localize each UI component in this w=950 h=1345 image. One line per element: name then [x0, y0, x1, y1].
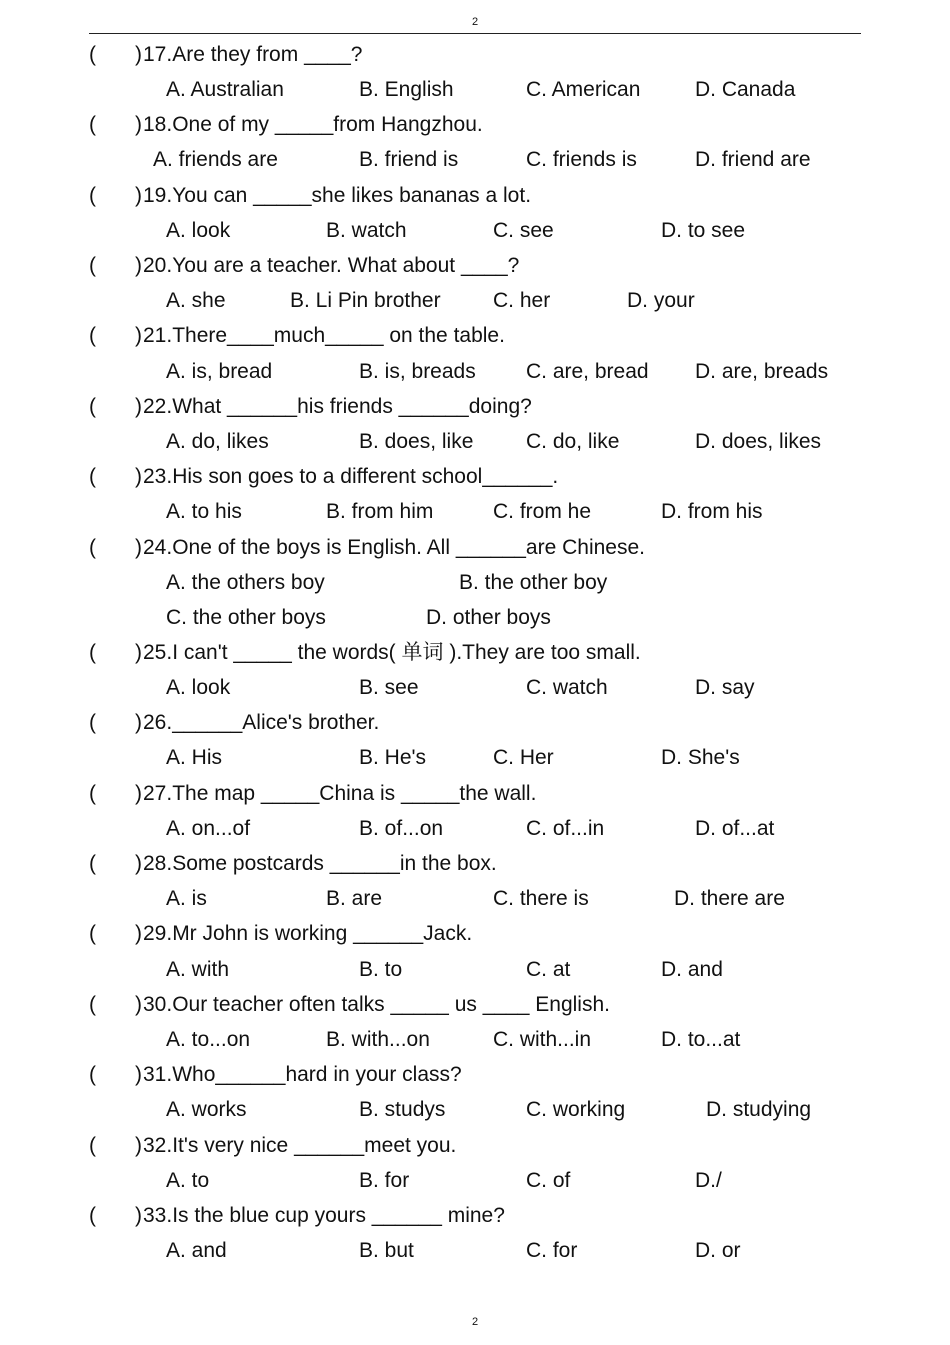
option-d: D. Canada: [695, 78, 796, 101]
options-26: [0, 745, 950, 771]
option-a: A. look: [166, 219, 231, 242]
options-20: [0, 288, 950, 314]
option-a: A. is: [166, 887, 207, 910]
option-b: B. studys: [359, 1098, 446, 1121]
question-21: [0, 323, 950, 349]
question-text: 26.______Alice's brother.: [143, 711, 380, 734]
option-a: A. to his: [166, 500, 242, 523]
options-27: [0, 816, 950, 842]
option-d: D. your: [627, 289, 695, 312]
question-20: [0, 253, 950, 279]
option-c: C. working: [526, 1098, 626, 1121]
options-32: [0, 1168, 950, 1194]
question-22: [0, 394, 950, 420]
answer-paren-close: ): [135, 1063, 142, 1086]
question-19: [0, 183, 950, 209]
option-c: C. do, like: [526, 430, 620, 453]
question-text: 32.It's very nice ______meet you.: [143, 1134, 457, 1157]
option-d: D. say: [695, 676, 755, 699]
answer-paren-close: ): [135, 922, 142, 945]
answer-paren-open: (: [89, 184, 96, 207]
question-24: [0, 535, 950, 561]
question-text: 27.The map _____China is _____the wall.: [143, 782, 537, 805]
options-23: [0, 499, 950, 525]
option-b: B. watch: [326, 219, 407, 242]
answer-paren-open: (: [89, 993, 96, 1016]
option-c: C. with...in: [493, 1028, 592, 1051]
option-c: C. watch: [526, 676, 608, 699]
option-c: C. the other boys: [166, 606, 326, 629]
options-19: [0, 218, 950, 244]
option-d: D. there are: [674, 887, 785, 910]
answer-paren-close: ): [135, 1204, 142, 1227]
answer-paren-open: (: [89, 852, 96, 875]
question-17: [0, 42, 950, 68]
answer-paren-open: (: [89, 465, 96, 488]
option-c: C. friends is: [526, 148, 637, 171]
question-text: 33.Is the blue cup yours ______ mine?: [143, 1204, 505, 1227]
option-c: C. see: [493, 219, 554, 242]
question-32: [0, 1133, 950, 1159]
answer-paren-open: (: [89, 395, 96, 418]
option-c: C. from he: [493, 500, 592, 523]
answer-paren-close: ): [135, 852, 142, 875]
question-31: [0, 1062, 950, 1088]
option-d: D. other boys: [426, 606, 551, 629]
question-30: [0, 992, 950, 1018]
option-a: A. friends are: [153, 148, 278, 171]
answer-paren-close: ): [135, 324, 142, 347]
answer-paren-close: ): [135, 1134, 142, 1157]
option-d: D. studying: [706, 1098, 812, 1121]
options-24-row-1: [0, 570, 950, 596]
option-b: B. He's: [359, 746, 427, 769]
option-a: A. with: [166, 958, 230, 981]
answer-paren-open: (: [89, 641, 96, 664]
option-a: A. she: [166, 289, 226, 312]
answer-paren-open: (: [89, 43, 96, 66]
option-c: C. her: [493, 289, 551, 312]
option-c: C. Her: [493, 746, 554, 769]
options-25: [0, 675, 950, 701]
answer-paren-open: (: [89, 1204, 96, 1227]
option-b: B. see: [359, 676, 419, 699]
answer-paren-close: ): [135, 113, 142, 136]
answer-paren-close: ): [135, 536, 142, 559]
header-page-number: 2: [471, 16, 479, 28]
answer-paren-close: ): [135, 641, 142, 664]
option-a: A. is, bread: [166, 360, 273, 383]
option-b: B. does, like: [359, 430, 474, 453]
option-d: D. to...at: [661, 1028, 741, 1051]
option-a: A. Australian: [166, 78, 284, 101]
option-d: D. to see: [661, 219, 746, 242]
answer-paren-close: ): [135, 184, 142, 207]
option-c: C. of...in: [526, 817, 605, 840]
option-c: C. American: [526, 78, 641, 101]
option-a: A. to: [166, 1169, 210, 1192]
option-a: A. to...on: [166, 1028, 251, 1051]
option-b: B. from him: [326, 500, 434, 523]
question-26: [0, 710, 950, 736]
answer-paren-open: (: [89, 324, 96, 347]
question-text: 25.I can't _____ the words( 单词 ).They are too small.: [143, 641, 641, 664]
question-text: 31.Who______hard in your class?: [143, 1063, 462, 1086]
answer-paren-open: (: [89, 782, 96, 805]
option-a: A. look: [166, 676, 231, 699]
options-22: [0, 429, 950, 455]
option-a: A. His: [166, 746, 223, 769]
option-c: C. are, bread: [526, 360, 649, 383]
header-rule: [89, 33, 861, 34]
option-a: A. on...of: [166, 817, 251, 840]
question-text: 22.What ______his friends ______doing?: [143, 395, 532, 418]
answer-paren-close: ): [135, 395, 142, 418]
option-b: B. are: [326, 887, 383, 910]
option-a: A. works: [166, 1098, 247, 1121]
question-text: 28.Some postcards ______in the box.: [143, 852, 497, 875]
option-d: D. and: [661, 958, 723, 981]
question-text: 30.Our teacher often talks _____ us ____ English.: [143, 993, 610, 1016]
footer-page-number: 2: [471, 1316, 479, 1328]
answer-paren-open: (: [89, 1134, 96, 1157]
answer-paren-open: (: [89, 254, 96, 277]
option-b: B. is, breads: [359, 360, 476, 383]
option-d: D. She's: [661, 746, 740, 769]
question-18: [0, 112, 950, 138]
option-b: B. but: [359, 1239, 414, 1262]
answer-paren-open: (: [89, 536, 96, 559]
option-c: C. there is: [493, 887, 589, 910]
option-b: B. friend is: [359, 148, 459, 171]
question-text: 24.One of the boys is English. All ______are Chinese.: [143, 536, 645, 559]
option-b: B. with...on: [326, 1028, 430, 1051]
answer-paren-close: ): [135, 43, 142, 66]
question-29: [0, 921, 950, 947]
question-25: [0, 640, 950, 666]
option-d: D. does, likes: [695, 430, 822, 453]
option-b: B. Li Pin brother: [290, 289, 441, 312]
option-c: C. for: [526, 1239, 578, 1262]
options-24-row-2: [0, 605, 950, 631]
option-d: D. friend are: [695, 148, 811, 171]
options-33: [0, 1238, 950, 1264]
answer-paren-close: ): [135, 711, 142, 734]
question-text: 19.You can _____she likes bananas a lot.: [143, 184, 532, 207]
question-text: 23.His son goes to a different school______.: [143, 465, 559, 488]
answer-paren-open: (: [89, 113, 96, 136]
question-text: 17.Are they from ____?: [143, 43, 363, 66]
question-23: [0, 464, 950, 490]
option-c: C. of: [526, 1169, 571, 1192]
options-18: [0, 147, 950, 173]
answer-paren-open: (: [89, 1063, 96, 1086]
options-17: [0, 77, 950, 103]
option-b: B. English: [359, 78, 454, 101]
option-a: A. the others boy: [166, 571, 325, 594]
option-b: B. for: [359, 1169, 410, 1192]
question-27: [0, 781, 950, 807]
question-text: 21.There____much_____ on the table.: [143, 324, 505, 347]
question-text: 29.Mr John is working ______Jack.: [143, 922, 473, 945]
answer-paren-close: ): [135, 782, 142, 805]
option-a: A. do, likes: [166, 430, 269, 453]
option-a: A. and: [166, 1239, 227, 1262]
options-31: [0, 1097, 950, 1123]
option-d: D. are, breads: [695, 360, 829, 383]
answer-paren-close: ): [135, 254, 142, 277]
option-c: C. at: [526, 958, 571, 981]
option-d: D. or: [695, 1239, 741, 1262]
option-b: B. to: [359, 958, 403, 981]
option-d: D./: [695, 1169, 722, 1192]
option-b: B. of...on: [359, 817, 444, 840]
option-d: D. from his: [661, 500, 763, 523]
options-29: [0, 957, 950, 983]
answer-paren-open: (: [89, 922, 96, 945]
options-28: [0, 886, 950, 912]
options-30: [0, 1027, 950, 1053]
question-text: 18.One of my _____from Hangzhou.: [143, 113, 483, 136]
option-b: B. the other boy: [459, 571, 608, 594]
question-28: [0, 851, 950, 877]
question-33: [0, 1203, 950, 1229]
question-text: 20.You are a teacher. What about ____?: [143, 254, 520, 277]
answer-paren-open: (: [89, 711, 96, 734]
answer-paren-close: ): [135, 993, 142, 1016]
option-d: D. of...at: [695, 817, 775, 840]
options-21: [0, 359, 950, 385]
answer-paren-close: ): [135, 465, 142, 488]
